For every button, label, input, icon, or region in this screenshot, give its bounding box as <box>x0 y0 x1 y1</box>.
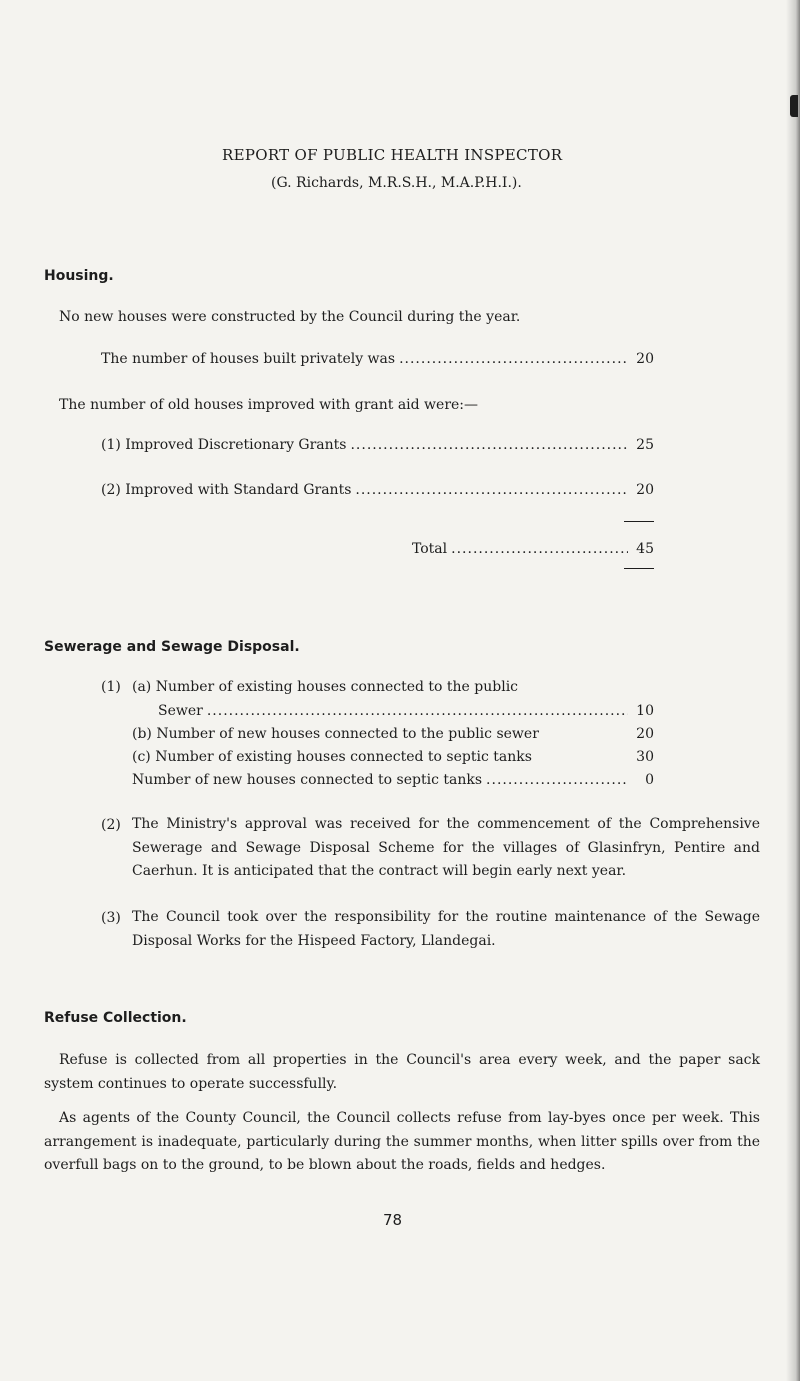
total-bottom-rule <box>624 568 654 569</box>
sewer-a-row <box>158 703 654 719</box>
private-houses-value: 20 <box>636 351 654 367</box>
grant-label: (2) Improved with Standard Grants <box>101 482 352 498</box>
page-number: 78 <box>383 1211 403 1229</box>
sewer-a-value: 10 <box>636 703 654 719</box>
report-subtitle: (G. Richards, M.R.S.H., M.A.P.H.I.). <box>271 175 522 191</box>
private-houses-row <box>101 351 654 367</box>
sewer-b-value: 20 <box>636 726 654 742</box>
improved-intro: The number of old houses improved with grant aid were:— <box>59 397 479 413</box>
binding-mark <box>790 95 798 117</box>
leader-dots <box>486 772 628 788</box>
grant-row <box>101 482 654 498</box>
leader-dots <box>451 541 628 557</box>
housing-heading: Housing. <box>44 268 114 284</box>
report-title: REPORT OF PUBLIC HEALTH INSPECTOR <box>222 146 563 164</box>
leader-dots <box>399 351 628 367</box>
private-houses-label: The number of houses built privately was <box>101 351 396 367</box>
total-label: Total <box>412 541 448 557</box>
leader-dots <box>207 703 628 719</box>
item-number: (2) <box>101 817 121 833</box>
sewer-d-row <box>132 772 654 788</box>
sewer-b-row <box>132 726 654 742</box>
sewer-item2-text: The Ministry's approval was received for the commencement of the Comprehensive Sewerage and Sewage Disposal Scheme for the villages of Glasinfryn, Pentire and Caerhun. It is anticipated that the contract will begin early next year. <box>132 816 760 879</box>
total-top-rule <box>624 521 654 522</box>
sewer-d-value: 0 <box>645 772 654 788</box>
leader-dots <box>355 482 628 498</box>
total-row <box>412 541 654 557</box>
grant-value: 25 <box>636 437 654 453</box>
sewer-c-label: (c) Number of existing houses connected to septic tanks <box>132 749 532 765</box>
grant-value: 20 <box>636 482 654 498</box>
grant-row <box>101 437 654 453</box>
grant-label: (1) Improved Discretionary Grants <box>101 437 347 453</box>
total-value: 45 <box>636 541 654 557</box>
refuse-heading: Refuse Collection. <box>44 1010 187 1026</box>
item-number: (1) <box>101 679 121 695</box>
refuse-para-1: Refuse is collected from all properties in the Council's area every week, and the paper sack system continues to operate successfully. <box>44 1052 760 1092</box>
sewer-a-label: Sewer <box>158 703 203 719</box>
sewer-c-row <box>132 749 654 765</box>
sewerage-heading: Sewerage and Sewage Disposal. <box>44 639 300 655</box>
sewer-c-value: 30 <box>636 749 654 765</box>
sewer-d-label: Number of new houses connected to septic tanks <box>132 772 483 788</box>
sewer-b-label: (b) Number of new houses connected to the public sewer <box>132 726 539 742</box>
item-number: (3) <box>101 910 121 926</box>
page-edge-shadow <box>786 0 800 1381</box>
refuse-para-2: As agents of the County Council, the Council collects refuse from lay-byes once per week. This arrangement is inadequate, particularly during the summer months, when litter spills over from the overfull bags on to the ground, to be blown about the roads, fields and hedges. <box>44 1110 760 1173</box>
sewer-item3-text: The Council took over the responsibility for the routine maintenance of the Sewage Disposal Works for the Hispeed Factory, Llandegai. <box>132 909 760 949</box>
sewer-a-line1: (a) Number of existing houses connected to the public <box>132 679 519 695</box>
housing-intro: No new houses were constructed by the Council during the year. <box>59 309 521 325</box>
leader-dots <box>350 437 628 453</box>
